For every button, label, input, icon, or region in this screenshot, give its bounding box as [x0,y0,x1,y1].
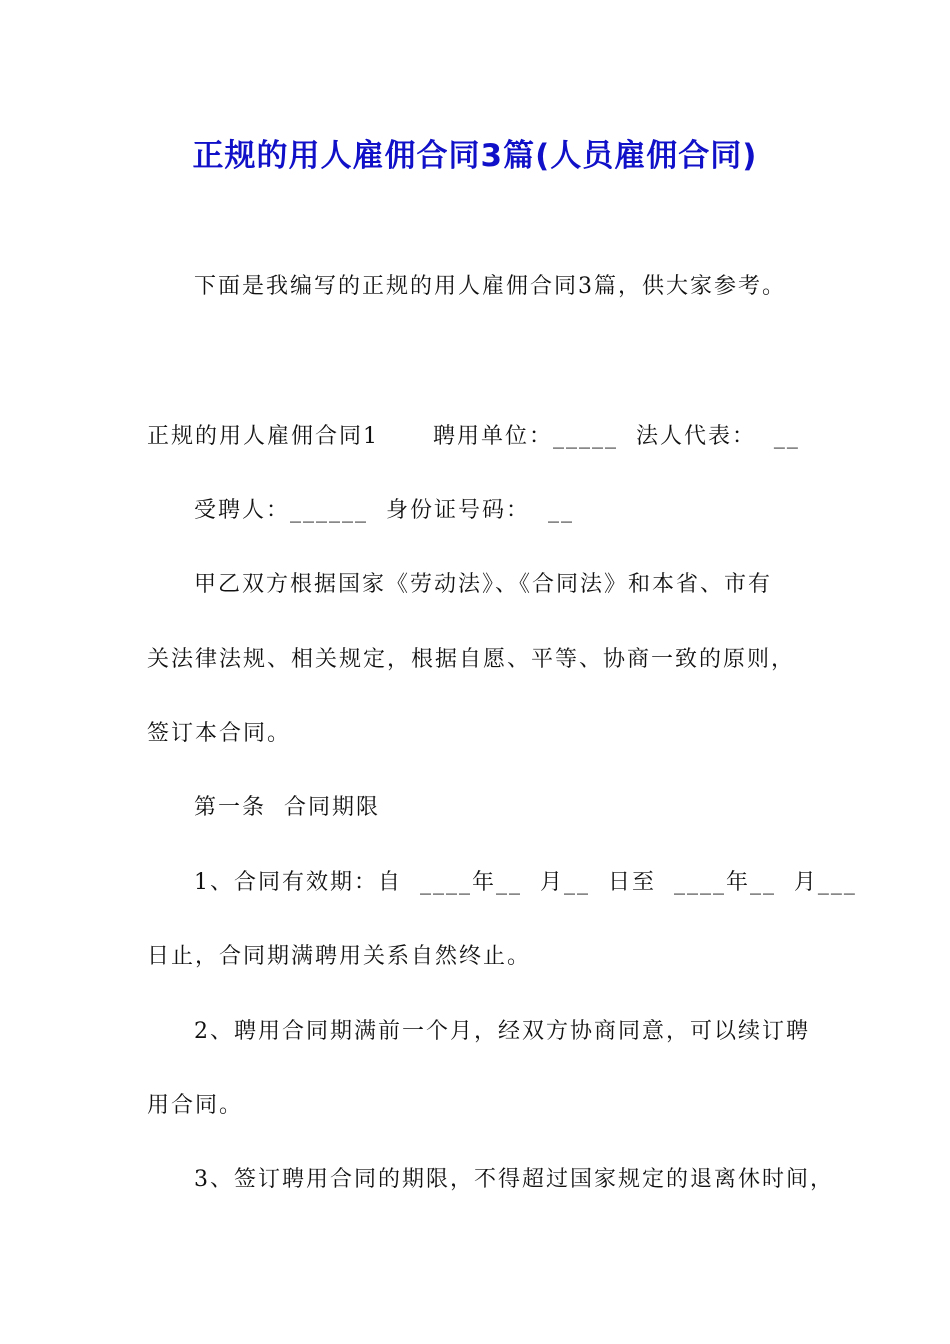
intro-paragraph: 下面是我编写的正规的用人雇佣合同3篇，供大家参考。 [194,274,786,299]
clause-line: 1、合同有效期：自 ____年__ 月__ 日至 ____年__ 月___ [194,870,857,895]
paragraph-line: 签订本合同。 [147,721,292,746]
clause-line: 用合同。 [147,1093,244,1118]
clause-line: 2、聘用合同期满前一个月，经双方协商同意，可以续订聘 [194,1019,810,1044]
paragraph-line: 甲乙双方根据国家《劳动法》、《合同法》和本省、市有 [194,572,773,597]
article-heading: 第一条 合同期限 [194,795,380,820]
contract-heading-line: 正规的用人雇佣合同1 聘用单位：_____ 法人代表： __ [147,424,800,449]
clause-line: 日止，合同期满聘用关系自然终止。 [147,944,532,969]
paragraph-line: 关法律法规、相关规定，根据自愿、平等、协商一致的原则， [147,647,796,672]
document-title: 正规的用人雇佣合同3篇(人员雇佣合同) [192,138,758,174]
clause-line: 3、签订聘用合同的期限，不得超过国家规定的退离休时间， [194,1167,834,1192]
employee-id-line: 受聘人：______ 身份证号码： __ [194,498,574,523]
